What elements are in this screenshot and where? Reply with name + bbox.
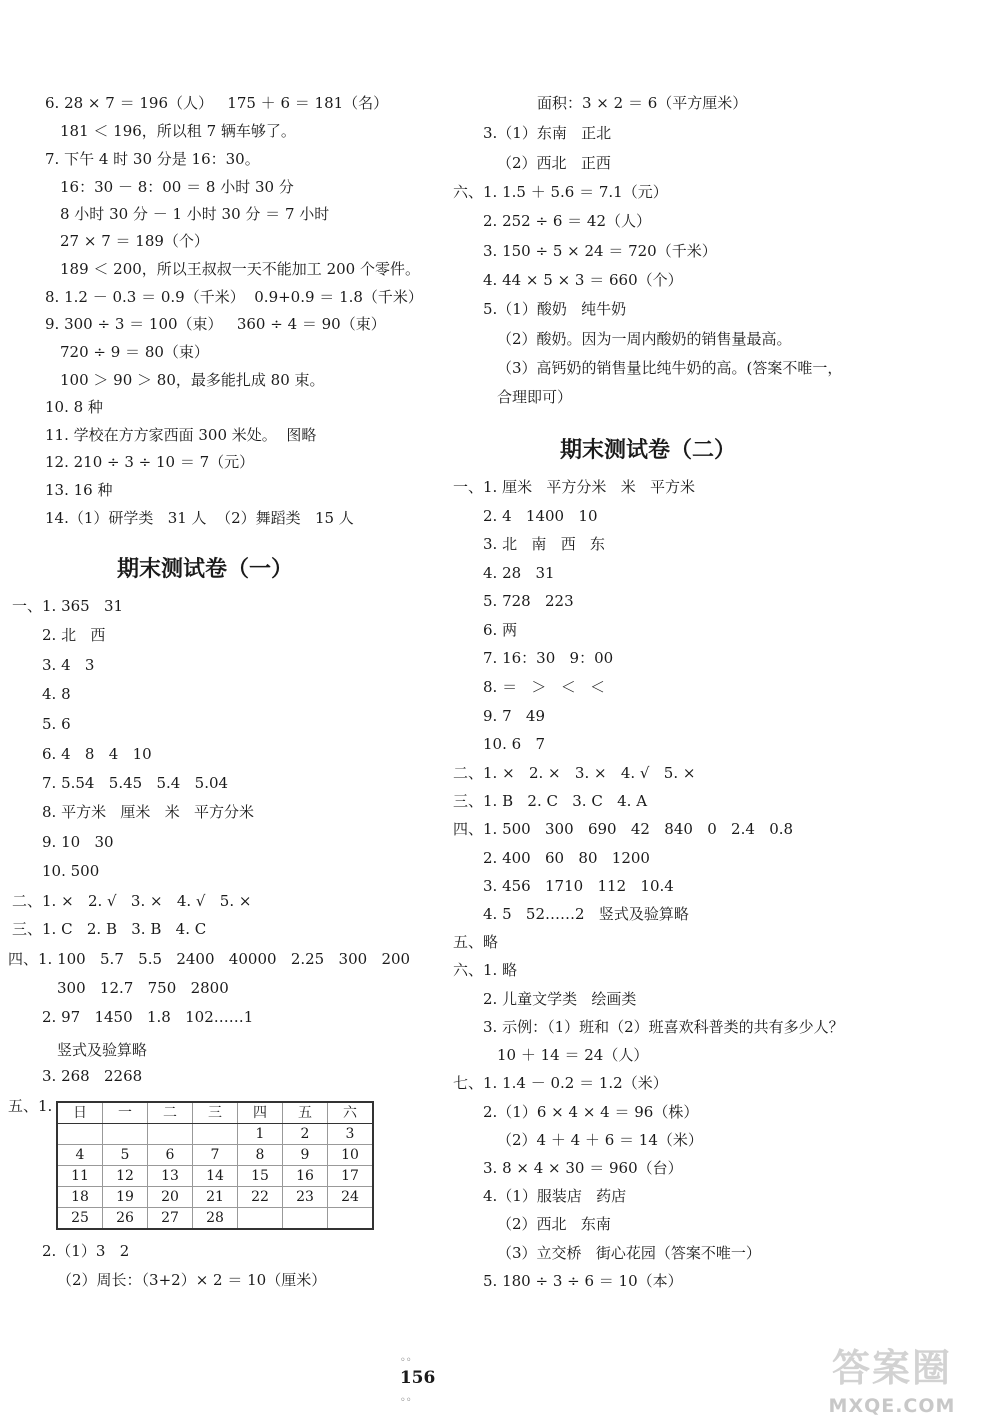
calendar-header-cell: 六 [328,1102,374,1124]
calendar-cell: 16 [283,1166,328,1187]
answer-line: 16：30 － 8：00 ＝ 8 小时 30 分 [60,178,294,196]
answer-line: 5. 180 ÷ 3 ÷ 6 ＝ 10（本） [483,1272,683,1290]
answer-line: 13. 16 种 [45,481,113,499]
calendar-cell: 18 [57,1187,103,1208]
answer-line: 2.（1）3 2 [42,1242,130,1260]
calendar-cell: 14 [193,1166,238,1187]
answer-line: 10. 500 [42,862,100,880]
calendar-header-cell: 一 [103,1102,148,1124]
calendar-row [57,1145,373,1166]
answer-line: 4. 5 52……2 竖式及验算略 [483,905,689,923]
answer-line: 27 × 7 ＝ 189（个） [60,232,209,250]
calendar-cell: 24 [328,1187,374,1208]
watermark-mark: 答案圈 [831,1346,952,1390]
watermark-text: MXQE.COM [828,1395,956,1417]
calendar-cell: 26 [103,1208,148,1230]
answer-line: 2. 儿童文学类 绘画类 [483,990,637,1008]
answer-line: 二、1. × 2. × 3. × 4. √ 5. × [453,764,696,782]
answer-line: 5. 6 [42,715,71,733]
calendar-header-cell: 二 [148,1102,193,1124]
answer-line: 8. 1.2 － 0.3 ＝ 0.9（千米） 0.9+0.9 ＝ 1.8（千米） [45,288,423,306]
answer-line: 二、1. × 2. √ 3. × 4. √ 5. × [12,892,252,910]
answer-line: 七、1. 1.4 － 0.2 ＝ 1.2（米） [453,1074,668,1092]
answer-line: 3. 北 南 西 东 [483,535,605,553]
answer-line: （3）立交桥 街心花园（答案不唯一） [497,1244,761,1262]
answer-line: 11. 学校在方方家西面 300 米处。 图略 [45,426,317,444]
answer-line: 720 ÷ 9 ＝ 80（束） [60,343,209,361]
section-title-exam-2: 期末测试卷（二） [560,438,737,463]
answer-line: 181 ＜ 196，所以租 7 辆车够了。 [60,122,296,140]
answer-line: 8. ＝ ＞ ＜ ＜ [483,678,605,696]
answer-line: 面积：3 × 2 ＝ 6（平方厘米） [537,94,748,112]
answer-line: 五、1. [8,1097,53,1115]
answer-line: 六、1. 1.5 ＋ 5.6 ＝ 7.1（元） [453,183,668,201]
answer-line: 300 12.7 750 2800 [57,979,229,997]
calendar-cell: 6 [148,1145,193,1166]
page-number-value: 156 [399,1368,436,1388]
calendar-row [57,1187,373,1208]
answer-line: 12. 210 ÷ 3 ÷ 10 ＝ 7（元） [45,453,255,471]
answer-line: 10 ＋ 14 ＝ 24（人） [497,1046,649,1064]
calendar-cell: 4 [57,1145,103,1166]
calendar-cell: 5 [103,1145,148,1166]
answer-line: 2. 97 1450 1.8 102……1 [42,1008,254,1026]
calendar-cell: 27 [148,1208,193,1230]
answer-line: （2）西北 东南 [497,1215,611,1233]
calendar-cell: 19 [103,1187,148,1208]
answer-line: 一、1. 365 31 [12,597,124,615]
calendar-cell: 11 [57,1166,103,1187]
calendar-header-cell: 日 [57,1102,103,1124]
answer-line: 4. 28 31 [483,564,555,582]
calendar-cell: 28 [193,1208,238,1230]
answer-line: 3. 4 3 [42,656,95,674]
answer-line: 9. 7 49 [483,707,546,725]
calendar-header-row [57,1102,373,1124]
answer-line: 合理即可） [497,388,573,406]
answer-line: 三、1. B 2. C 3. C 4. A [453,792,648,810]
calendar-cell [328,1208,374,1230]
answer-line: （2）酸奶。因为一周内酸奶的销售量最高。 [497,330,792,348]
answer-line: 3. 8 × 4 × 30 ＝ 960（台） [483,1159,683,1177]
answer-line: （2）4 ＋ 4 ＋ 6 ＝ 14（米） [497,1131,703,1149]
answer-line: （2）西北 正西 [497,154,611,172]
answer-line: 2. 252 ÷ 6 ＝ 42（人） [483,212,651,230]
calendar-cell: 22 [238,1187,283,1208]
calendar-cell: 9 [283,1145,328,1166]
answer-line: 四、1. 500 300 690 42 840 0 2.4 0.8 [453,820,794,838]
answer-line: 7. 5.54 5.45 5.4 5.04 [42,774,229,792]
answer-line: 竖式及验算略 [57,1041,148,1059]
calendar-header-cell: 四 [238,1102,283,1124]
calendar-header-cell: 五 [283,1102,328,1124]
answer-line: 14.（1）研学类 31 人 （2）舞蹈类 15 人 [45,509,354,527]
calendar-cell: 25 [57,1208,103,1230]
calendar-cell: 21 [193,1187,238,1208]
calendar-cell: 2 [283,1124,328,1145]
calendar-cell [283,1208,328,1230]
answer-line: （3）高钙奶的销售量比纯牛奶的高。(答案不唯一， [497,359,843,377]
calendar-cell: 3 [328,1124,374,1145]
calendar-cell [57,1124,103,1145]
calendar-row [57,1124,373,1145]
answer-line: 8. 平方米 厘米 米 平方分米 [42,803,254,821]
calendar-cell: 23 [283,1187,328,1208]
calendar-header-cell: 三 [193,1102,238,1124]
answer-line: 2. 4 1400 10 [483,507,598,525]
calendar-table [56,1101,374,1230]
calendar-cell: 7 [193,1145,238,1166]
page-number [388,1328,435,1408]
answer-line: 2. 400 60 80 1200 [483,849,650,867]
answer-line: 6. 4 8 4 10 [42,745,152,763]
calendar-cell: 15 [238,1166,283,1187]
calendar-cell: 13 [148,1166,193,1187]
answer-line: （2）周长：（3+2）× 2 ＝ 10（厘米） [57,1271,327,1289]
answer-line: 2. 北 西 [42,626,106,644]
calendar-cell [103,1124,148,1145]
calendar-row [57,1166,373,1187]
calendar-row [57,1208,373,1230]
answer-line: 5. 728 223 [483,592,574,610]
calendar-cell: 1 [238,1124,283,1145]
answer-line: 189 ＜ 200，所以王叔叔一天不能加工 200 个零件。 [60,260,420,278]
answer-line: 六、1. 略 [453,961,518,979]
calendar-cell: 12 [103,1166,148,1187]
answer-line: 6. 28 × 7 ＝ 196（人） 175 ＋ 6 ＝ 181（名） [45,94,389,112]
answer-line: 一、1. 厘米 平方分米 米 平方米 [453,478,695,496]
watermark-logo [812,1337,972,1417]
answer-line: 9. 300 ÷ 3 ＝ 100（束） 360 ÷ 4 ＝ 90（束） [45,315,386,333]
answer-line: 4.（1）服装店 药店 [483,1187,627,1205]
answer-line: 3. 456 1710 112 10.4 [483,877,674,895]
answer-line: 10. 6 7 [483,735,546,753]
answer-line: 8 小时 30 分 － 1 小时 30 分 ＝ 7 小时 [60,205,330,223]
calendar-cell: 20 [148,1187,193,1208]
answer-line: 3. 150 ÷ 5 × 24 ＝ 720（千米） [483,242,717,260]
page-ornament-right: ◦◦ [399,1395,412,1406]
answer-line: 三、1. C 2. B 3. B 4. C [12,920,207,938]
answer-line: 5.（1）酸奶 纯牛奶 [483,300,627,318]
page-ornament-left: ◦◦ [399,1355,412,1366]
section-title-exam-1: 期末测试卷（一） [117,557,294,582]
answer-line: 7. 16：30 9：00 [483,649,614,667]
calendar-cell: 10 [328,1145,374,1166]
answer-line: 2.（1）6 × 4 × 4 ＝ 96（株） [483,1103,699,1121]
answer-line: 4. 8 [42,685,71,703]
answer-line: 3. 示例：（1）班和（2）班喜欢科普类的共有多少人？ [483,1018,844,1036]
answer-line: 四、1. 100 5.7 5.5 2400 40000 2.25 300 200 [8,950,411,968]
answer-line: 3. 268 2268 [42,1067,143,1085]
answer-line: 100 ＞ 90 ＞ 80，最多能扎成 80 束。 [60,371,325,389]
calendar-cell: 17 [328,1166,374,1187]
calendar-cell [193,1124,238,1145]
answer-line: 五、略 [453,933,499,951]
answer-line: 6. 两 [483,621,518,639]
calendar-cell: 8 [238,1145,283,1166]
answer-line: 4. 44 × 5 × 3 ＝ 660（个） [483,271,683,289]
answer-line: 10. 8 种 [45,398,103,416]
calendar-cell [238,1208,283,1230]
answer-line: 3.（1）东南 正北 [483,124,612,142]
answer-line: 9. 10 30 [42,833,114,851]
answer-line: 7. 下午 4 时 30 分是 16：30。 [45,150,260,168]
calendar-cell [148,1124,193,1145]
